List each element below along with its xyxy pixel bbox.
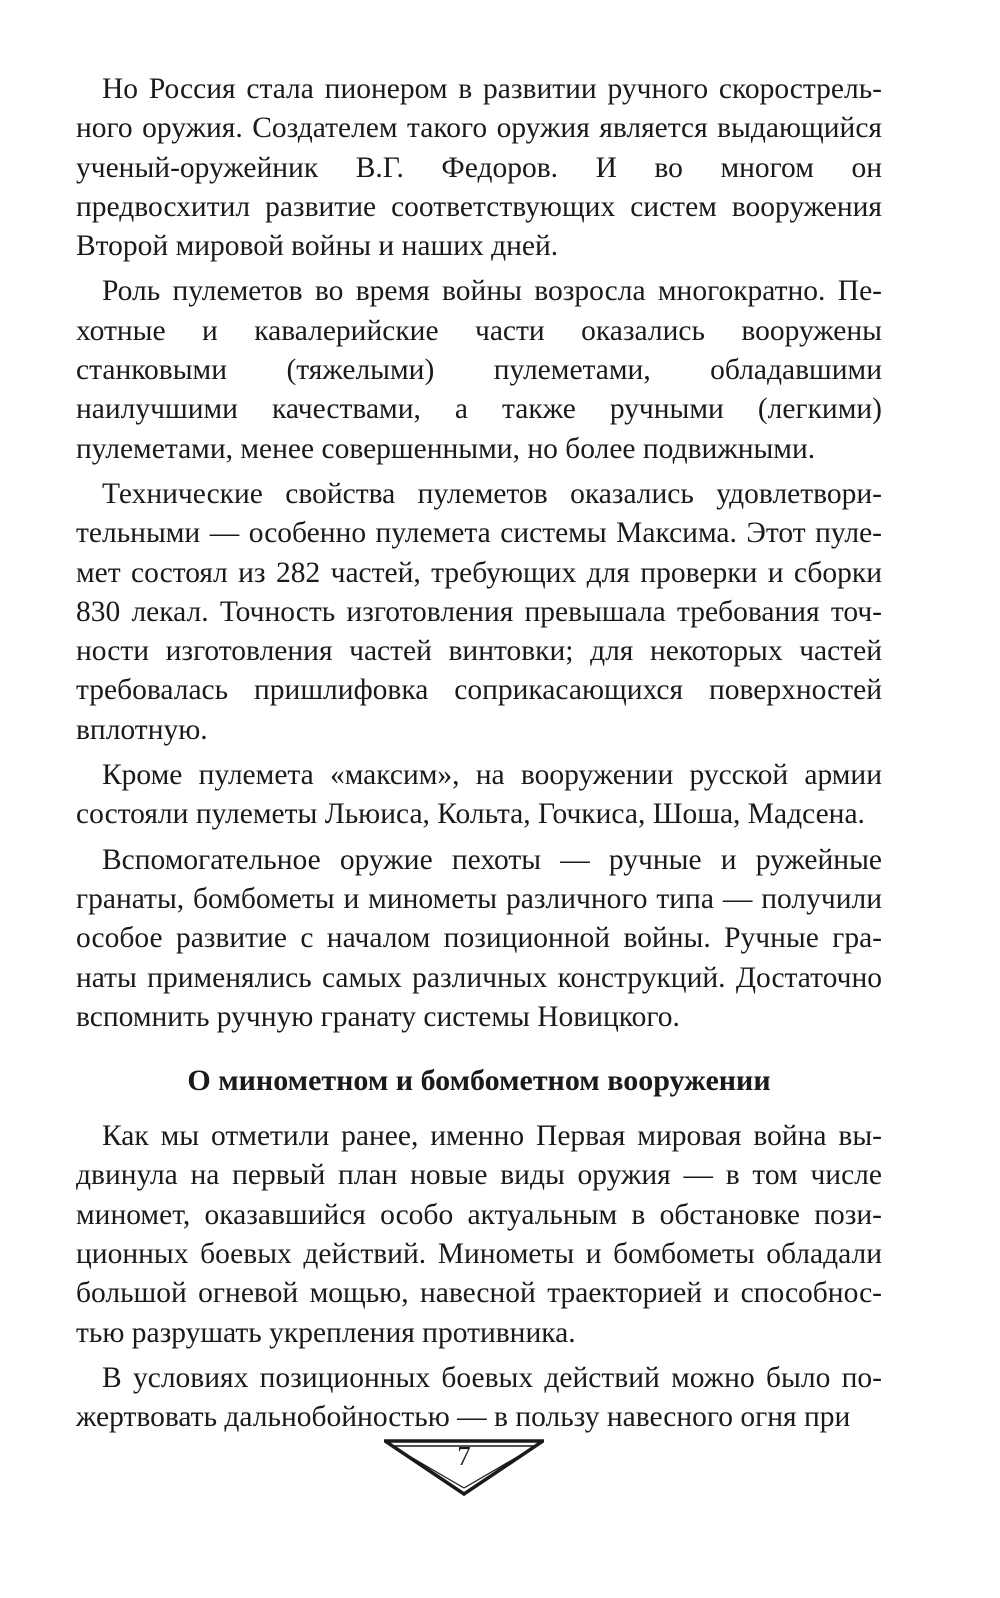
paragraph-7: В условиях позиционных боевых действий можно было пожертвовать дальнобойностью — в пользу навесного огня при bbox=[76, 1361, 882, 1434]
page-number: 7 bbox=[457, 1441, 471, 1471]
paragraph-1: Но Россия стала пионером в развитии ручного скорострельного оружия. Создателем такого оружия является выдающийся ученый-оружейник В.Г. Федоров. И во многом он предвосхитил развитие соответствующих систем вооружения Второй мировой войны и наших дней. bbox=[76, 73, 882, 263]
section-heading: О минометном и бомбометном вооружении bbox=[187, 1064, 771, 1098]
paragraph-4: Кроме пулемета «максим», на вооружении русской армии состояли пулеметы Льюиса, Кольта, Гочкиса, Шоша, Мадсена. bbox=[76, 759, 882, 831]
paragraph-6: Как мы отметили ранее, именно Первая мировая война выдвинула на первый план новые виды оружия — в том числе миномет, оказавшийся особо актуальным в обстановке позиционных боевых действий. Минометы и бомбометы обладали большой огневой мощью, навесной траекторией и способностью разрушать укрепления противника. bbox=[76, 1120, 882, 1349]
page-text bbox=[76, 70, 882, 1444]
paragraph-5: Вспомогательное оружие пехоты — ручные и ружейные гранаты, бомбометы и минометы различного типа — получили особое развитие с началом позиционной войны. Ручные гранаты применялись самых различных конструкций. Достаточно вспомнить ручную гранату системы Новицкого. bbox=[76, 843, 882, 1033]
page-number-folio bbox=[384, 1437, 544, 1497]
paragraph-2: Роль пулеметов во время войны возросла многократно. Пехотные и кавалерийские части оказались вооружены станковыми (тяжелыми) пулеметами, обладавшими наилучшими качествами, а также ручными (легкими) пулеметами, менее совершенными, но более подвижными. bbox=[76, 275, 882, 465]
paragraph-3: Технические свойства пулеметов оказались удовлетворительными — особенно пулемета системы Максима. Этот пулемет состоял из 282 частей, требующих для проверки и сборки 830 лекал. Точность изготовления превышала требования точности изготовления частей винтовки; для некоторых частей требовалась пришлифовка соприкасающихся поверхностей вплотную. bbox=[76, 477, 882, 746]
